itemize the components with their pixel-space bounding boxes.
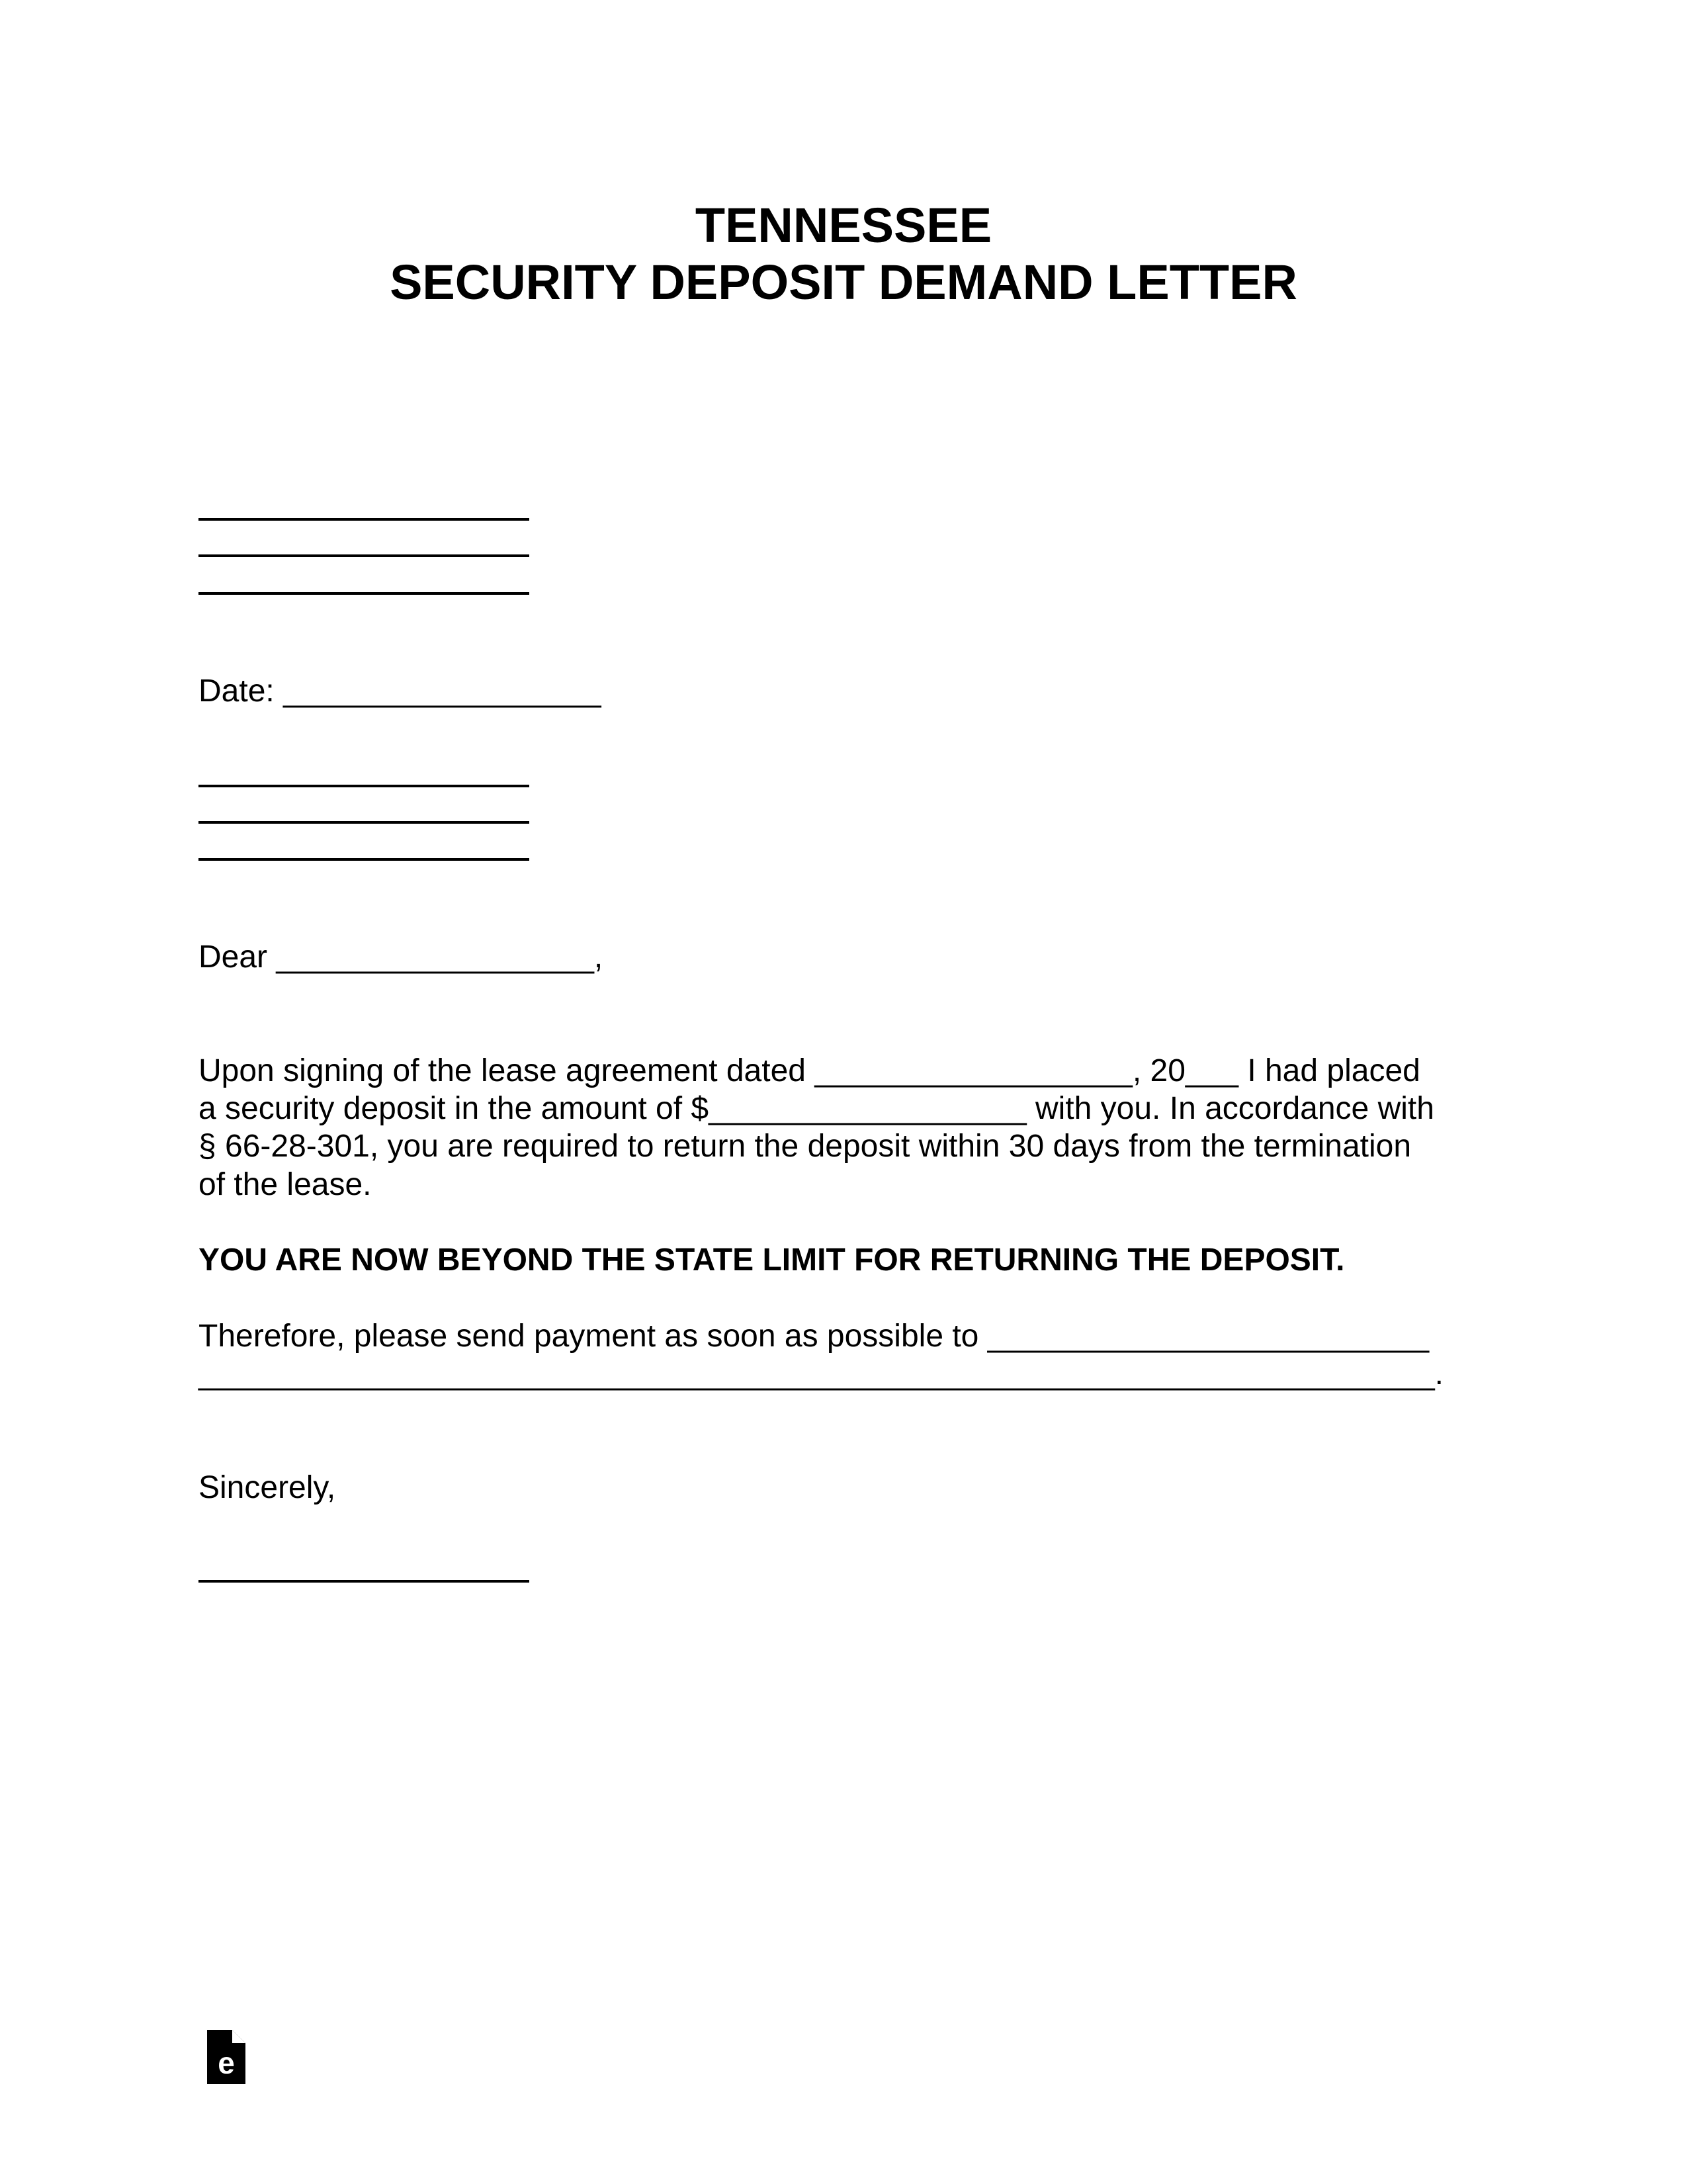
logo-letter: e	[218, 2046, 235, 2080]
salutation[interactable]: Dear __________________,	[198, 939, 603, 975]
title-letter: SECURITY DEPOSIT DEMAND LETTER	[390, 255, 1297, 310]
payment-paragraph-line-1[interactable]: Therefore, please send payment as soon as possible to _________________________	[198, 1319, 1430, 1354]
recipient-address-line-2[interactable]	[198, 821, 529, 824]
recipient-address-line-1[interactable]	[198, 785, 529, 787]
sender-address-line-1[interactable]	[198, 518, 529, 521]
sender-address-line-2[interactable]	[198, 554, 529, 557]
body-paragraph-1-line-3: § 66-28-301, you are required to return the deposit within 30 days from the termination	[198, 1129, 1412, 1164]
sender-address-line-3[interactable]	[198, 592, 529, 595]
body-paragraph-1-line-2[interactable]: a security deposit in the amount of $__________________ with you. In accordance with	[198, 1091, 1434, 1126]
body-paragraph-1-line-1[interactable]: Upon signing of the lease agreement dated __________________, 20___ I had placed	[198, 1053, 1420, 1088]
warning-statement: YOU ARE NOW BEYOND THE STATE LIMIT FOR RETURNING THE DEPOSIT.	[198, 1243, 1345, 1278]
title-state: TENNESSEE	[695, 198, 992, 253]
body-paragraph-1-line-4: of the lease.	[198, 1167, 372, 1202]
closing: Sincerely,	[198, 1470, 336, 1505]
payment-paragraph-line-2[interactable]: ______________________________________________________________________.	[198, 1356, 1444, 1391]
date-field[interactable]: Date: __________________	[198, 674, 601, 709]
signature-line[interactable]	[198, 1580, 529, 1583]
document-e-icon	[207, 2030, 245, 2084]
recipient-address-line-3[interactable]	[198, 858, 529, 861]
